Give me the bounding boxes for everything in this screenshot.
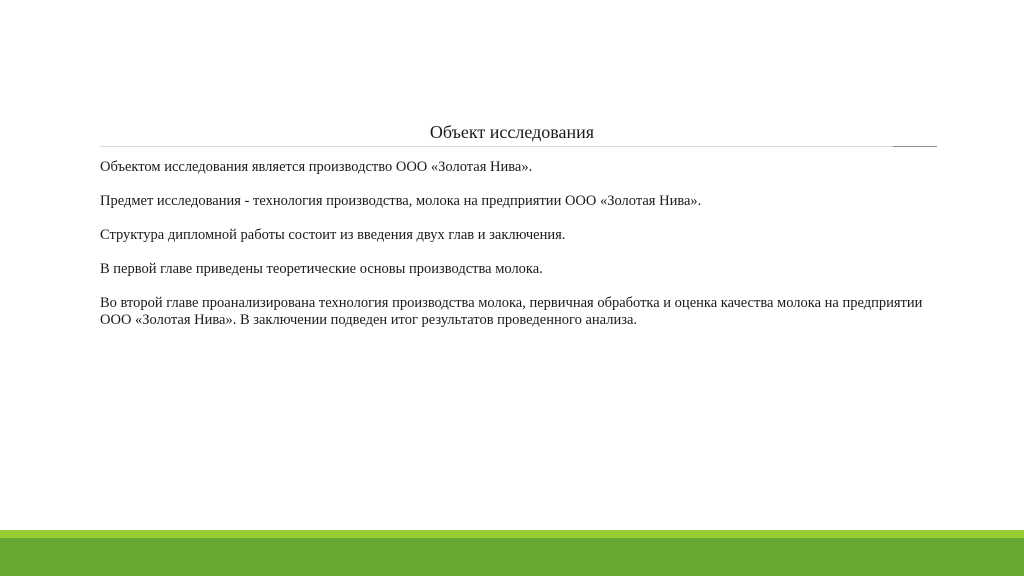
paragraph-subject: Предмет исследования - технология производства, молока на предприятии ООО «Золотая Нива». [100,193,702,209]
paragraph-chapter-two: Во второй главе проанализирована технология производства молока, первичная обработка и оценка качества молока на предприятии ООО «Золотая Нива». В заключении подведен итог результатов проведенного анализа. [100,295,923,328]
paragraph-object: Объектом исследования является производство ООО «Золотая Нива». [100,159,533,175]
title-underline-accent [893,146,937,147]
title-underline [100,146,937,147]
paragraph-chapter-one: В первой главе приведены теоретические основы производства молока. [100,261,543,277]
paragraph-structure: Структура дипломной работы состоит из введения двух глав и заключения. [100,227,566,243]
slide-title: Объект исследования [429,122,595,142]
footer-bar-light [0,530,1024,538]
slide-body [100,159,930,346]
footer-bar-dark [0,538,1024,576]
